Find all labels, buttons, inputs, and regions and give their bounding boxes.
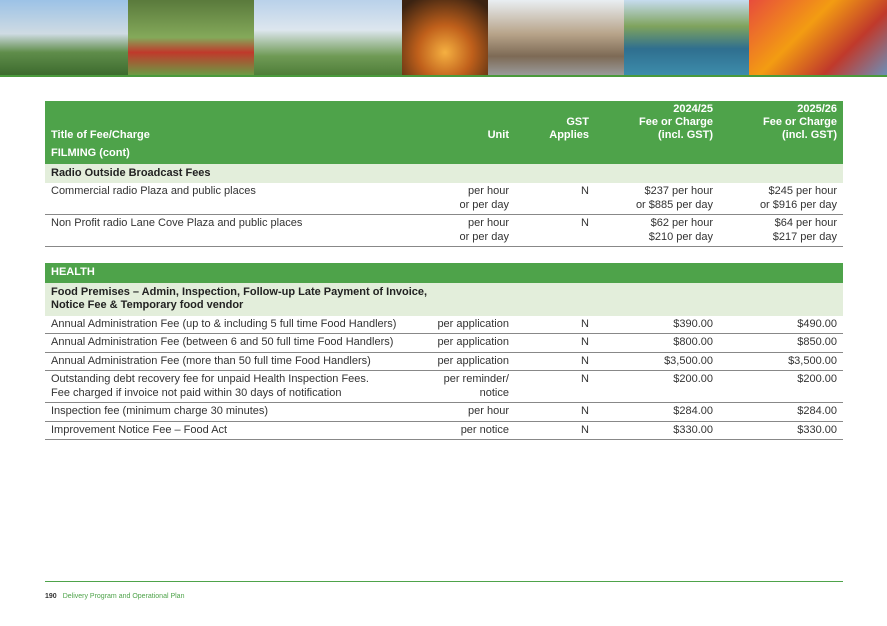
- fee-title: Outstanding debt recovery fee for unpaid Health Inspection Fees. Fee charged if invoice not paid within 30 days of notification: [45, 371, 425, 403]
- table-header: [45, 101, 843, 144]
- fee-2024-25: $237 per hour or $885 per day: [595, 183, 719, 215]
- banner-photo-kookaburra: [402, 0, 488, 75]
- header-gst: GST Applies: [515, 101, 595, 144]
- table-row: [45, 371, 843, 403]
- section-filming: [45, 144, 843, 164]
- fee-title: Annual Administration Fee (between 6 and 50 full time Food Handlers): [45, 334, 425, 353]
- fee-title: Annual Administration Fee (more than 50 full time Food Handlers): [45, 352, 425, 371]
- footer-divider: [45, 581, 843, 582]
- fee-2024-25: $800.00: [595, 334, 719, 353]
- fee-2025-26: $64 per hour $217 per day: [719, 215, 843, 247]
- fee-title: Non Profit radio Lane Cove Plaza and public places: [45, 215, 425, 247]
- subsection-label: Radio Outside Broadcast Fees: [45, 164, 843, 184]
- fee-2024-25: $284.00: [595, 403, 719, 422]
- subsection-food-premises: [45, 283, 843, 316]
- fee-2025-26: $850.00: [719, 334, 843, 353]
- fee-unit: per application: [425, 352, 515, 371]
- fee-title: Annual Administration Fee (up to & including 5 full time Food Handlers): [45, 316, 425, 334]
- fee-unit: per reminder/ notice: [425, 371, 515, 403]
- subsection-label: Food Premises – Admin, Inspection, Follow-up Late Payment of Invoice, Notice Fee & Temporary food vendor: [45, 283, 843, 316]
- header-unit: Unit: [425, 101, 515, 144]
- section-health: [45, 263, 843, 283]
- fee-2025-26: $490.00: [719, 316, 843, 334]
- fee-unit: per hour or per day: [425, 215, 515, 247]
- header-title: Title of Fee/Charge: [45, 101, 425, 144]
- fee-title: Improvement Notice Fee – Food Act: [45, 421, 425, 440]
- fee-gst: N: [515, 352, 595, 371]
- fee-title: Commercial radio Plaza and public places: [45, 183, 425, 215]
- banner-photo-kayak: [624, 0, 749, 75]
- fee-title: Inspection fee (minimum charge 30 minutes): [45, 403, 425, 422]
- photo-banner: [0, 0, 887, 75]
- fee-gst: N: [515, 334, 595, 353]
- section-label: FILMING (cont): [45, 144, 843, 164]
- table-row: [45, 352, 843, 371]
- table-row: [45, 334, 843, 353]
- fee-unit: per application: [425, 316, 515, 334]
- fee-gst: N: [515, 403, 595, 422]
- fee-gst: N: [515, 421, 595, 440]
- fee-2025-26: $200.00: [719, 371, 843, 403]
- table-spacer: [45, 247, 843, 264]
- fee-2024-25: $200.00: [595, 371, 719, 403]
- fee-unit: per hour: [425, 403, 515, 422]
- fee-2025-26: $330.00: [719, 421, 843, 440]
- fee-gst: N: [515, 215, 595, 247]
- fee-gst: N: [515, 371, 595, 403]
- section-label: HEALTH: [45, 263, 843, 283]
- fee-gst: N: [515, 316, 595, 334]
- fees-table: [45, 101, 843, 440]
- table-row: [45, 403, 843, 422]
- header-fee-2025-26: 2025/26 Fee or Charge (incl. GST): [719, 101, 843, 144]
- fee-2024-25: $330.00: [595, 421, 719, 440]
- fee-2025-26: $3,500.00: [719, 352, 843, 371]
- fee-2024-25: $62 per hour $210 per day: [595, 215, 719, 247]
- fee-gst: N: [515, 183, 595, 215]
- page-footer: [45, 593, 184, 600]
- fee-unit: per hour or per day: [425, 183, 515, 215]
- fee-unit: per application: [425, 334, 515, 353]
- document-title: Delivery Program and Operational Plan: [62, 593, 185, 600]
- banner-divider: [0, 75, 887, 77]
- banner-photo-building: [0, 0, 128, 75]
- page-number: 190: [45, 593, 57, 600]
- fee-2024-25: $3,500.00: [595, 352, 719, 371]
- header-fee-2024-25: 2024/25 Fee or Charge (incl. GST): [595, 101, 719, 144]
- banner-photo-yoga: [254, 0, 402, 75]
- fee-unit: per notice: [425, 421, 515, 440]
- table-row: [45, 421, 843, 440]
- fee-2025-26: $245 per hour or $916 per day: [719, 183, 843, 215]
- fee-2024-25: $390.00: [595, 316, 719, 334]
- banner-photo-dog-agility: [128, 0, 254, 75]
- table-row: [45, 183, 843, 215]
- table-row: [45, 316, 843, 334]
- banner-photo-street: [488, 0, 624, 75]
- fee-2025-26: $284.00: [719, 403, 843, 422]
- subsection-radio: [45, 164, 843, 184]
- table-row: [45, 215, 843, 247]
- banner-photo-lion-dance: [749, 0, 887, 75]
